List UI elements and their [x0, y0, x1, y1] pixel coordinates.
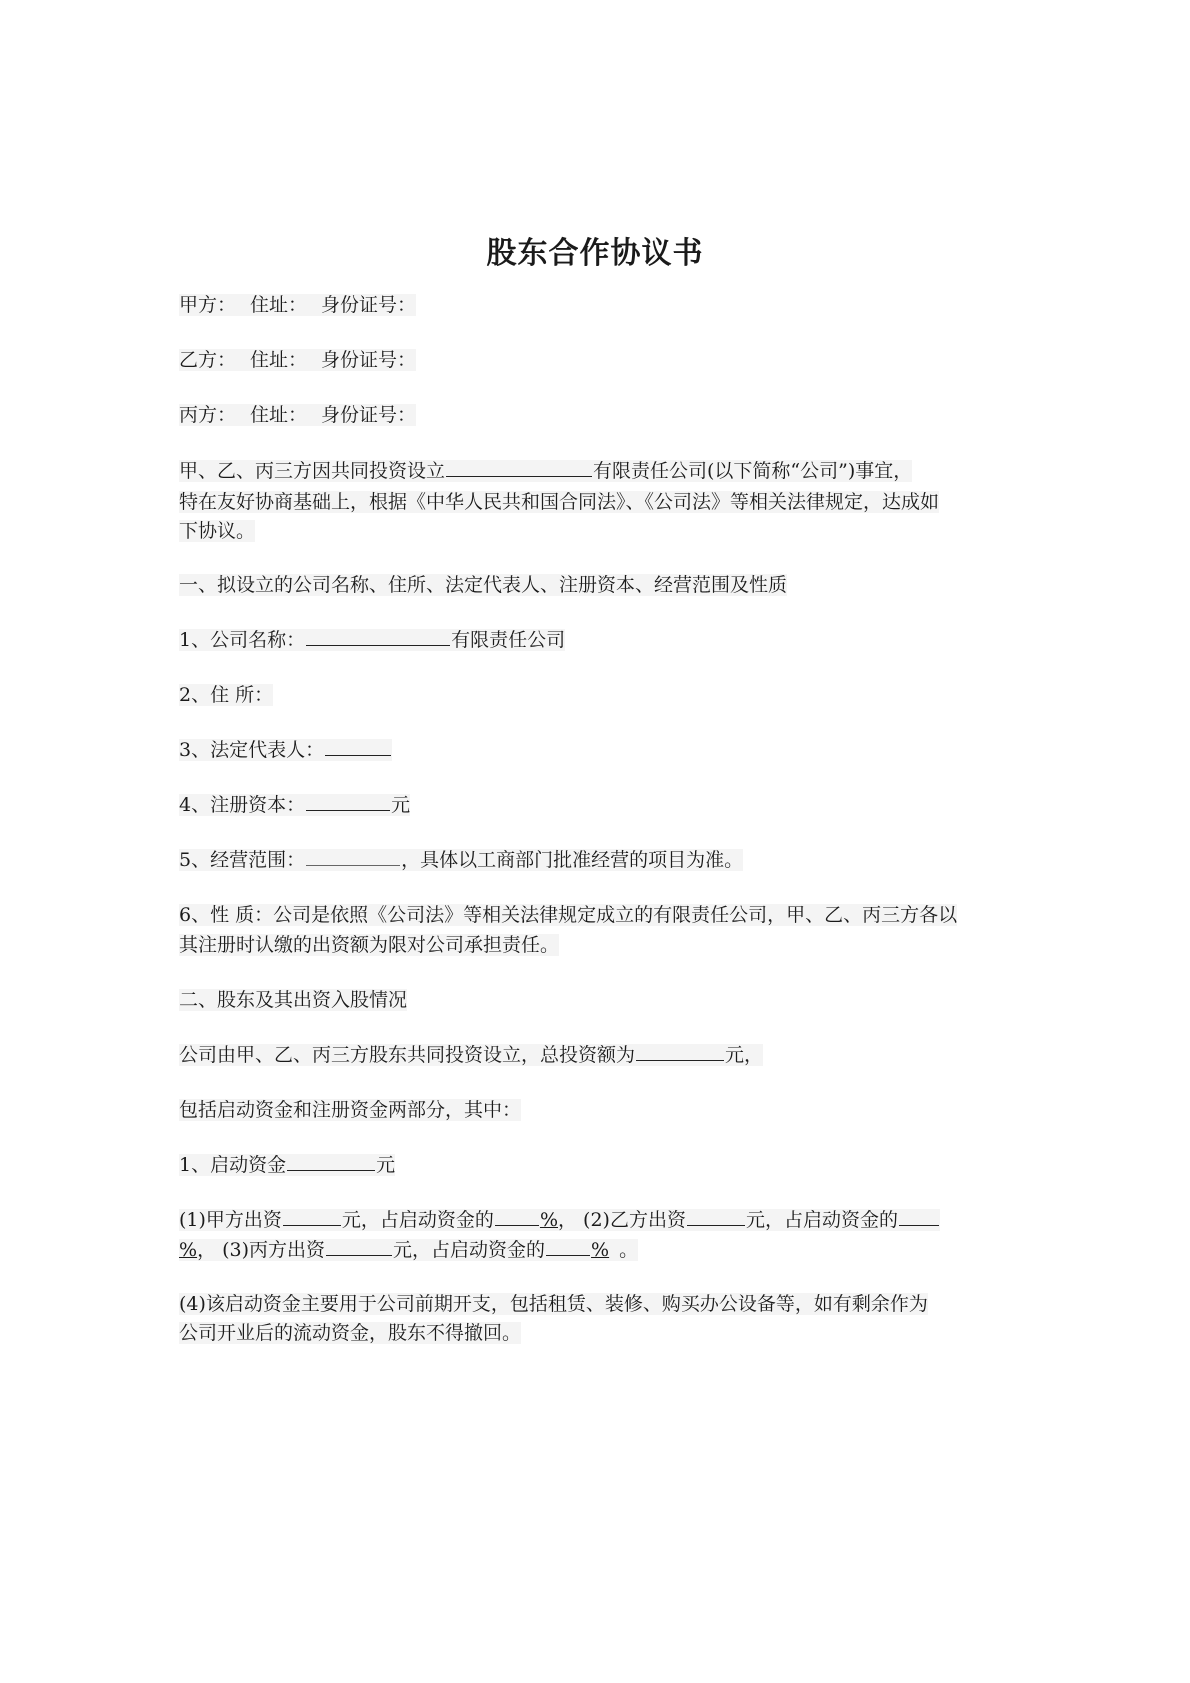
id-number-label: 身份证号：: [321, 349, 417, 371]
party-b-contribution-field[interactable]: [687, 1206, 745, 1226]
nature-line-1: [179, 900, 957, 931]
party-b-line: [179, 345, 416, 376]
clause-text: 公司由甲、乙、丙三方股东共同投资设立，总投资额为: [179, 1044, 636, 1066]
party-role: 丙方：: [179, 404, 237, 426]
section-heading: 一、拟设立的公司名称、住所、法定代表人、注册资本、经营范围及性质: [179, 574, 788, 596]
startup-capital-field[interactable]: [287, 1151, 375, 1171]
startup-capital-line: [179, 1150, 395, 1181]
intro-text: 特在友好协商基础上，根据《中华人民共和国合同法》、《公司法》等相关法律规定，达成如: [179, 491, 940, 513]
field-label: 4、注册资本：: [179, 794, 306, 816]
clause-text: 公司开业后的流动资金，股东不得撤回。: [179, 1322, 522, 1344]
address-label: 住址：: [250, 404, 308, 426]
intro-text: 有限责任公司(以下简称“公司”)事宜，: [593, 460, 913, 482]
party-c-percent-field[interactable]: [546, 1236, 590, 1256]
party-c-line: [179, 400, 416, 431]
clause-text: 元，占启动资金的: [745, 1209, 898, 1231]
party-a-percent-field[interactable]: [495, 1206, 539, 1226]
business-scope-field[interactable]: [306, 846, 400, 866]
legal-rep-line: [179, 735, 392, 766]
clause-text: (1)甲方出资: [179, 1209, 282, 1231]
party-role: 甲方：: [179, 294, 237, 316]
party-a-line: [179, 290, 416, 321]
party-a-contribution-field[interactable]: [283, 1206, 341, 1226]
intro-line-2: [179, 487, 939, 518]
clause-text: ， (2)乙方出资: [558, 1209, 686, 1231]
capital-use-line-1: [179, 1289, 928, 1320]
id-number-label: 身份证号：: [321, 294, 417, 316]
field-suffix: 元: [376, 1154, 396, 1176]
clause-text: 。: [619, 1239, 639, 1261]
business-scope-line: [179, 845, 743, 876]
percent-sign: %: [179, 1239, 198, 1261]
clause-text: 元，占启动资金的: [393, 1239, 546, 1261]
party-c-contribution-field[interactable]: [326, 1236, 392, 1256]
registered-capital-field[interactable]: [306, 791, 390, 811]
clause-text: 元，占启动资金的: [341, 1209, 494, 1231]
percent-sign: %: [539, 1209, 558, 1231]
address-line: [179, 680, 273, 711]
clause-text: 6、性 质：公司是依照《公司法》等相关法律规定成立的有限责任公司，甲、乙、丙三方各以: [179, 904, 958, 926]
id-number-label: 身份证号：: [321, 404, 417, 426]
clause-text: 包括启动资金和注册资金两部分，其中：: [179, 1099, 522, 1121]
contribution-line-2: [179, 1235, 638, 1266]
field-suffix: 元，: [725, 1044, 764, 1066]
party-b-percent-field[interactable]: [899, 1206, 939, 1226]
intro-line-1: [179, 456, 912, 487]
section-2-heading: [179, 985, 407, 1016]
clause-text: (4)该启动资金主要用于公司前期开支，包括租赁、装修、购买办公设备等，如有剩余作为: [179, 1293, 928, 1315]
registered-capital-line: [179, 790, 410, 821]
address-label: 住址：: [250, 294, 308, 316]
section-heading: 二、股东及其出资入股情况: [179, 989, 408, 1011]
total-investment-field[interactable]: [636, 1041, 724, 1061]
field-suffix: ，具体以工商部门批准经营的项目为准。: [401, 849, 744, 871]
nature-line-2: [179, 930, 559, 961]
field-label: 1、公司名称：: [179, 629, 306, 651]
capital-use-line-2: [179, 1318, 521, 1349]
clause-text: 其注册时认缴的出资额为限对公司承担责任。: [179, 934, 560, 956]
capital-parts-line: [179, 1095, 521, 1126]
field-label: 1、启动资金: [179, 1154, 287, 1176]
company-name-blank[interactable]: [446, 457, 592, 477]
clause-text: ， (3)丙方出资: [197, 1239, 326, 1261]
section-1-heading: [179, 570, 787, 601]
address-label: 住址：: [250, 349, 308, 371]
field-suffix: 元: [391, 794, 411, 816]
field-label: 2、住 所：: [179, 684, 274, 706]
total-investment-line: [179, 1040, 763, 1071]
document-title: 股东合作协议书: [486, 236, 704, 271]
percent-sign: %: [591, 1239, 610, 1261]
field-suffix: 有限责任公司: [451, 629, 566, 651]
legal-rep-field[interactable]: [325, 736, 391, 756]
company-name-field[interactable]: [306, 626, 450, 646]
intro-text: 甲、乙、丙三方因共同投资设立: [179, 460, 446, 482]
intro-line-3: [179, 516, 255, 547]
party-role: 乙方：: [179, 349, 237, 371]
company-name-line: [179, 625, 565, 656]
intro-text: 下协议。: [179, 520, 256, 542]
contribution-line-1: [179, 1205, 940, 1236]
field-label: 3、法定代表人：: [179, 739, 325, 761]
field-label: 5、经营范围：: [179, 849, 306, 871]
